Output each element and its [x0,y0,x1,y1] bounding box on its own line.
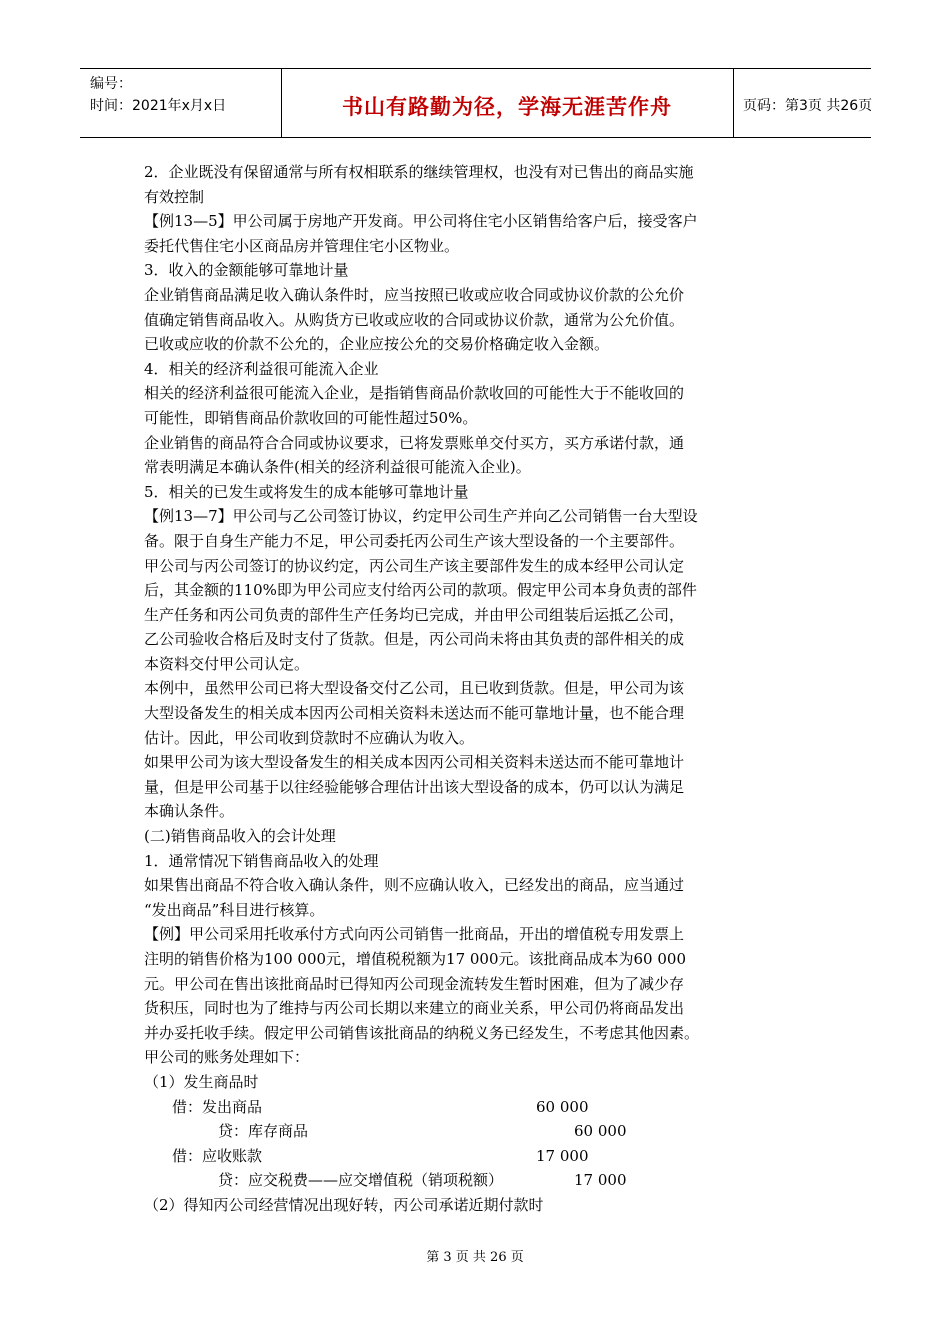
body-line: 元。甲公司在售出该批商品时已得知丙公司现金流转发生暂时困难，但为了减少存 [144,974,685,993]
body-line: 大型设备发生的相关成本因丙公司相关资料未送达而不能可靠地计量，也不能合理 [144,704,685,723]
body-line: 本确认条件。 [144,802,235,821]
body-line: 1．通常情况下销售商品收入的处理 [144,851,379,870]
debit-account: 借：发出商品 [172,1097,263,1116]
header-motto: 书山有路勤为径，学海无涯苦作舟 [342,95,672,119]
page-header [80,68,871,138]
credit-amount: 60 000 [574,1122,627,1141]
header-page-cell [733,69,871,137]
footer-page-number: 第 3 页 共 26 页 [426,1250,524,1265]
document-time-label: 时间：2021年x月x日 [90,98,227,114]
body-line: 货积压，同时也为了维持与丙公司长期以来建立的商业关系，甲公司仍将商品发出 [144,999,685,1018]
body-line: 估计。因此，甲公司收到贷款时不应确认为收入。 [144,728,475,747]
body-line: 【例】甲公司采用托收承付方式向丙公司销售一批商品，开出的增值税专用发票上 [144,925,685,944]
document-body [144,160,804,1218]
body-line: 后，其金额的110%即为甲公司应支付给丙公司的款项。假定甲公司本身负责的部件 [144,581,697,600]
page-footer [0,1246,950,1265]
entry-step-2: （2）得知丙公司经营情况出现好转，丙公司承诺近期付款时 [144,1195,544,1214]
body-line: 2．企业既没有保留通常与所有权相联系的继续管理权，也没有对已售出的商品实施 [144,163,694,181]
journal-entry-debit [144,1095,804,1120]
header-page-code: 页码：第3页 共26页 [743,98,873,114]
body-line: 相关的经济利益很可能流入企业，是指销售商品价款收回的可能性大于不能收回的 [144,384,685,403]
body-line: 委托代售住宅小区商品房并管理住宅小区物业。 [144,236,460,255]
body-line: (二)销售商品收入的会计处理 [144,827,336,846]
body-line: 本资料交付甲公司认定。 [144,654,310,673]
entry-step-1: （1）发生商品时 [144,1072,259,1091]
credit-account: 贷：库存商品 [218,1122,309,1141]
credit-account: 贷：应交税费——应交增值税（销项税额） [218,1171,504,1190]
body-line: “发出商品”科目进行核算。 [144,900,325,919]
body-line: 【例13—5】甲公司属于房地产开发商。甲公司将住宅小区销售给客户后，接受客户 [144,212,698,231]
body-line: 已收或应收的价款不公允的，企业应按公允的交易价格确定收入金额。 [144,335,610,354]
body-line: 如果售出商品不符合收入确认条件，则不应确认收入，已经发出的商品，应当通过 [144,876,685,895]
body-line: 有效控制 [144,187,205,206]
document-number-label: 编号： [90,76,132,92]
journal-entry-credit [144,1119,804,1144]
header-left-cell [80,69,282,137]
body-line: 5．相关的已发生或将发生的成本能够可靠地计量 [144,482,469,501]
debit-amount: 17 000 [536,1146,589,1165]
body-line: 可能性，即销售商品价款收回的可能性超过50%。 [144,408,478,427]
body-line: 企业销售商品满足收入确认条件时，应当按照已收或应收合同或协议价款的公允价 [144,285,685,304]
body-line: 本例中，虽然甲公司已将大型设备交付乙公司，且已收到货款。但是，甲公司为该 [144,679,685,698]
body-line: 甲公司的账务处理如下： [144,1048,310,1067]
body-line: 常表明满足本确认条件(相关的经济利益很可能流入企业)。 [144,458,531,477]
body-line: 甲公司与丙公司签订的协议约定，丙公司生产该主要部件发生的成本经甲公司认定 [144,556,685,575]
journal-entry-debit [144,1144,804,1169]
body-line: 乙公司验收合格后及时支付了货款。但是，丙公司尚未将由其负责的部件相关的成 [144,630,685,649]
body-line: 值确定销售商品收入。从购货方已收或应收的合同或协议价款，通常为公允价值。 [144,310,685,329]
header-motto-cell [281,69,734,137]
credit-amount: 17 000 [574,1171,627,1190]
body-line: 并办妥托收手续。假定甲公司销售该批商品的纳税义务已经发生，不考虑其他因素。 [144,1023,700,1042]
body-line: 企业销售的商品符合合同或协议要求，已将发票账单交付买方，买方承诺付款，通 [144,433,685,452]
journal-entry-credit [144,1168,804,1193]
body-line: 4．相关的经济利益很可能流入企业 [144,359,379,378]
body-line: 量，但是甲公司基于以往经验能够合理估计出该大型设备的成本，仍可以认为满足 [144,777,685,796]
body-line: 备。限于自身生产能力不足，甲公司委托丙公司生产该大型设备的一个主要部件。 [144,531,685,550]
body-line: 生产任务和丙公司负责的部件生产任务均已完成，并由甲公司组装后运抵乙公司， [144,605,685,624]
debit-account: 借：应收账款 [172,1146,263,1165]
body-line: 3．收入的金额能够可靠地计量 [144,261,349,280]
body-line: 【例13—7】甲公司与乙公司签订协议，约定甲公司生产并向乙公司销售一台大型设 [144,507,698,526]
body-line: 注明的销售价格为100 000元，增值税税额为17 000元。该批商品成本为60 000 [144,950,687,968]
debit-amount: 60 000 [536,1097,589,1116]
body-line: 如果甲公司为该大型设备发生的相关成本因丙公司相关资料未送达而不能可靠地计 [144,753,685,772]
